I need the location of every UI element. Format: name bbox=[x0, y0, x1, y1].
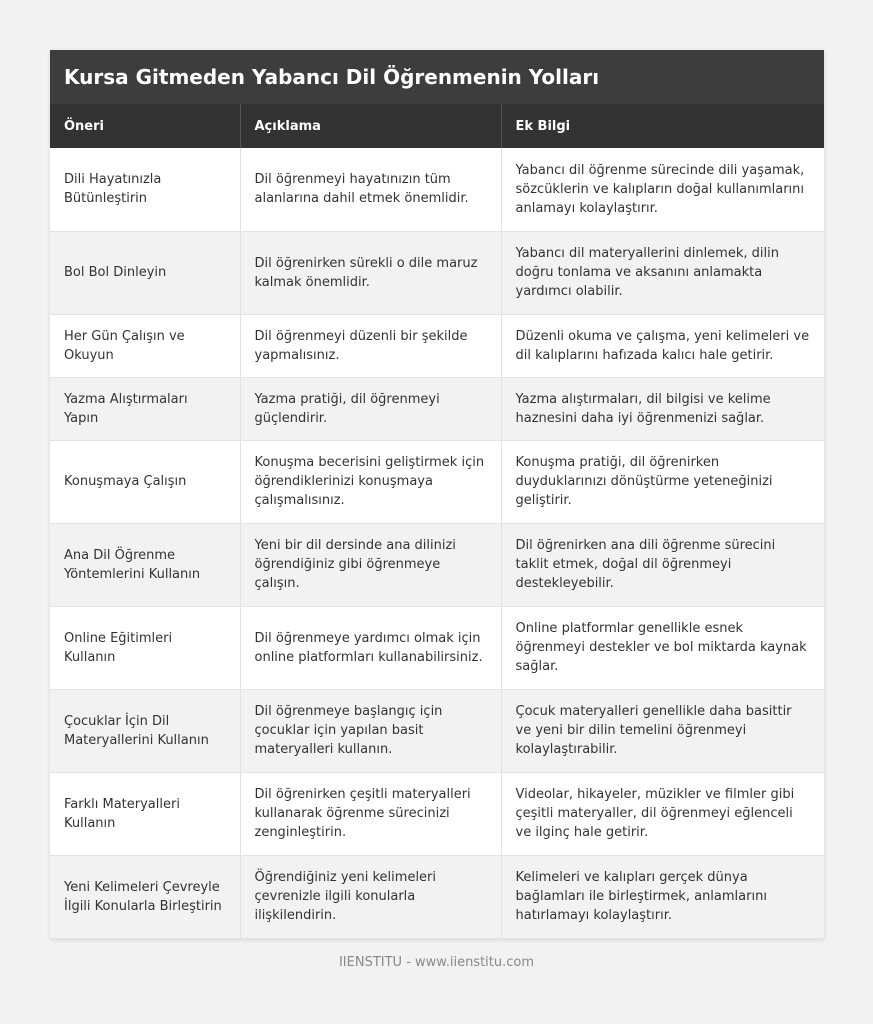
cell-ek-bilgi: Yabancı dil materyallerini dinlemek, dilin doğru tonlama ve aksanını anlamakta yardımcı olabilir. bbox=[501, 231, 824, 314]
table-row bbox=[50, 440, 824, 523]
cell-ek-bilgi: Dil öğrenirken ana dili öğrenme sürecini taklit etmek, doğal dil öğrenmeyi destekleyebilir. bbox=[501, 523, 824, 606]
cell-oneri: Her Gün Çalışın ve Okuyun bbox=[50, 314, 240, 377]
table-row bbox=[50, 377, 824, 440]
cell-aciklama: Dil öğrenmeyi hayatınızın tüm alanlarına dahil etmek önemlidir. bbox=[240, 148, 501, 231]
cell-oneri: Yeni Kelimeleri Çevreyle İlgili Konularla Birleştirin bbox=[50, 855, 240, 938]
cell-ek-bilgi: Konuşma pratiği, dil öğrenirken duyduklarınızı dönüştürme yeteneğinizi geliştirir. bbox=[501, 440, 824, 523]
table-row bbox=[50, 855, 824, 938]
cell-aciklama: Dil öğrenmeye başlangıç için çocuklar için yapılan basit materyalleri kullanın. bbox=[240, 689, 501, 772]
table-row bbox=[50, 772, 824, 855]
cell-aciklama: Öğrendiğiniz yeni kelimeleri çevrenizle ilgili konularla ilişkilendirin. bbox=[240, 855, 501, 938]
cell-aciklama: Yeni bir dil dersinde ana dilinizi öğrendiğiniz gibi öğrenmeye çalışın. bbox=[240, 523, 501, 606]
cell-ek-bilgi: Yabancı dil öğrenme sürecinde dili yaşamak, sözcüklerin ve kalıpların doğal kullanımlarını anlamayı kolaylaştırır. bbox=[501, 148, 824, 231]
cell-ek-bilgi: Online platformlar genellikle esnek öğrenmeyi destekler ve bol miktarda kaynak sağlar. bbox=[501, 606, 824, 689]
cell-ek-bilgi: Videolar, hikayeler, müzikler ve filmler gibi çeşitli materyaller, dil öğrenmeyi eğlenceli ve ilginç hale getirir. bbox=[501, 772, 824, 855]
cell-aciklama: Dil öğrenmeye yardımcı olmak için online platformları kullanabilirsiniz. bbox=[240, 606, 501, 689]
cell-aciklama: Dil öğrenmeyi düzenli bir şekilde yapmalısınız. bbox=[240, 314, 501, 377]
data-table bbox=[50, 104, 824, 939]
table-header bbox=[50, 104, 824, 148]
table-card bbox=[50, 50, 824, 939]
cell-oneri: Yazma Alıştırmaları Yapın bbox=[50, 377, 240, 440]
cell-oneri: Farklı Materyalleri Kullanın bbox=[50, 772, 240, 855]
column-header-ek-bilgi: Ek Bilgi bbox=[501, 104, 824, 148]
cell-ek-bilgi: Çocuk materyalleri genellikle daha basittir ve yeni bir dilin temelini öğrenmeyi kolaylaştırabilir. bbox=[501, 689, 824, 772]
cell-ek-bilgi: Kelimeleri ve kalıpları gerçek dünya bağlamları ile birleştirmek, anlamlarını hatırlamayı kolaylaştırır. bbox=[501, 855, 824, 938]
cell-aciklama: Yazma pratiği, dil öğrenmeyi güçlendirir. bbox=[240, 377, 501, 440]
cell-oneri: Çocuklar İçin Dil Materyallerini Kullanın bbox=[50, 689, 240, 772]
cell-oneri: Bol Bol Dinleyin bbox=[50, 231, 240, 314]
cell-ek-bilgi: Yazma alıştırmaları, dil bilgisi ve kelime haznesini daha iyi öğrenmenizi sağlar. bbox=[501, 377, 824, 440]
table-row bbox=[50, 231, 824, 314]
table-row bbox=[50, 314, 824, 377]
table-body bbox=[50, 148, 824, 938]
cell-oneri: Dili Hayatınızla Bütünleştirin bbox=[50, 148, 240, 231]
cell-ek-bilgi: Düzenli okuma ve çalışma, yeni kelimeleri ve dil kalıplarını hafızada kalıcı hale getirir. bbox=[501, 314, 824, 377]
cell-aciklama: Dil öğrenirken sürekli o dile maruz kalmak önemlidir. bbox=[240, 231, 501, 314]
column-header-aciklama: Açıklama bbox=[240, 104, 501, 148]
cell-aciklama: Konuşma becerisini geliştirmek için öğrendiklerinizi konuşmaya çalışmalısınız. bbox=[240, 440, 501, 523]
table-row bbox=[50, 606, 824, 689]
table-row bbox=[50, 689, 824, 772]
table-row bbox=[50, 148, 824, 231]
cell-aciklama: Dil öğrenirken çeşitli materyalleri kullanarak öğrenme sürecinizi zenginleştirin. bbox=[240, 772, 501, 855]
table-title: Kursa Gitmeden Yabancı Dil Öğrenmenin Yolları bbox=[50, 50, 824, 104]
cell-oneri: Ana Dil Öğrenme Yöntemlerini Kullanın bbox=[50, 523, 240, 606]
footer-credit: IIENSTITU - www.iienstitu.com bbox=[338, 955, 535, 970]
cell-oneri: Online Eğitimleri Kullanın bbox=[50, 606, 240, 689]
cell-oneri: Konuşmaya Çalışın bbox=[50, 440, 240, 523]
table-row bbox=[50, 523, 824, 606]
header-row bbox=[50, 104, 824, 148]
column-header-oneri: Öneri bbox=[50, 104, 240, 148]
